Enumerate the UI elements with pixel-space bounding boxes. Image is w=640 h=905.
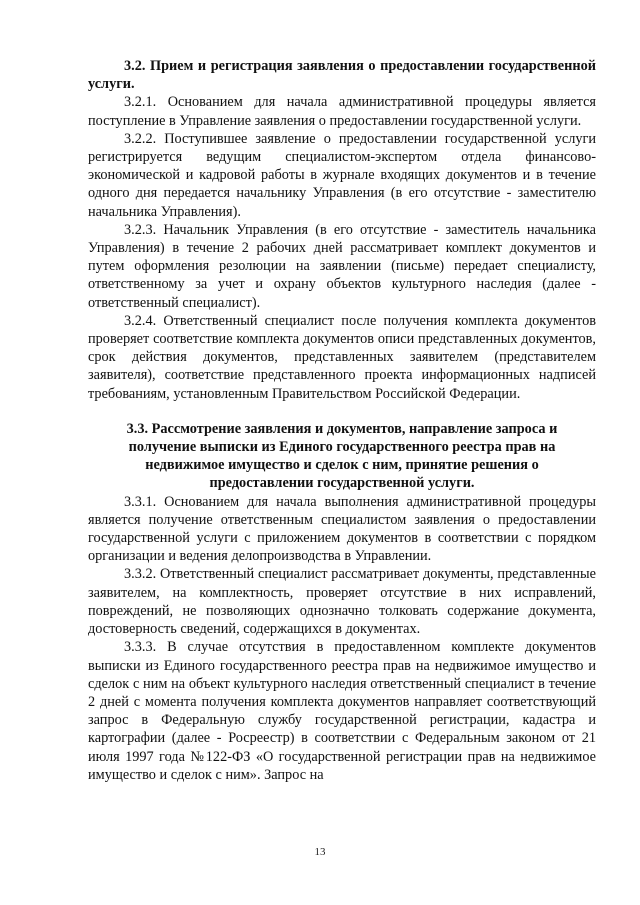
- paragraph-3-2-2: 3.2.2. Поступившее заявление о предоставлении государственной услуги регистрируется ведущим специалистом-экспертом отдела финансово-экономической и кадровой работы в журнале входящих документов и в течение одного дня передается начальнику Управления (в его отсутствие - заместителю начальника Управления).: [88, 130, 596, 220]
- heading-3-2: 3.2. Прием и регистрация заявления о предоставлении государственной услуги.: [88, 58, 596, 93]
- page-number: 13: [314, 846, 326, 858]
- document-page: [88, 57, 596, 784]
- paragraph-3-2-3: 3.2.3. Начальник Управления (в его отсутствие - заместитель начальника Управления) в течение 2 рабочих дней рассматривает комплект документов и путем оформления резолюции на заявлении (письме) передает специалисту, ответственному за учет и охрану объектов культурного наследия (далее - ответственный специалист).: [88, 221, 596, 311]
- paragraph-3-3-1: 3.3.1. Основанием для начала выполнения административной процедуры является получение ответственным специалистом заявления о предоставлении государственной услуги с приложением документов в соответствии с порядком организации и ведения делопроизводства в Управлении.: [88, 493, 596, 565]
- paragraph-3-3-2: 3.3.2. Ответственный специалист рассматривает документы, представленные заявителем, на комплектность, проверяет отсутствие в них исправлений, повреждений, не позволяющих однозначно толковать содержание документа, достоверность сведений, содержащихся в документах.: [88, 566, 596, 638]
- paragraph-3-3-3: 3.3.3. В случае отсутствия в предоставленном комплекте документов выписки из Единого государственного реестра прав на недвижимое имущество и сделок с ним на объект культурного наследия ответственный специалист в течение 2 дней с момента получения комплекта документов направляет соответствующий запрос в Федеральную службу государственной регистрации, кадастра и картографии (далее - Росреестр) в соответствии с Федеральным законом от 21 июля 1997 года №122-ФЗ «О государственной регистрации прав на недвижимое имущество и сделок с ним». Запрос на: [88, 639, 596, 783]
- paragraph-3-2-4: 3.2.4. Ответственный специалист после получения комплекта документов проверяет соответствие комплекта документов описи представленных документов, срок действия документов, представленных заявителем (представителем заявителя), соответствие представленного проекта информационных надписей требованиям, установленным Правительством Российской Федерации.: [88, 312, 596, 402]
- heading-3-3: 3.3. Рассмотрение заявления и документов, направление запроса и получение выписки из Единого государственного реестра прав на недвижимое имущество и сделок с ним, принятие решения о предоставлении государственной услуги.: [126, 420, 558, 492]
- paragraph-3-2-1: 3.2.1. Основанием для начала административной процедуры является поступление в Управление заявления о предоставлении государственной услуги.: [88, 94, 596, 129]
